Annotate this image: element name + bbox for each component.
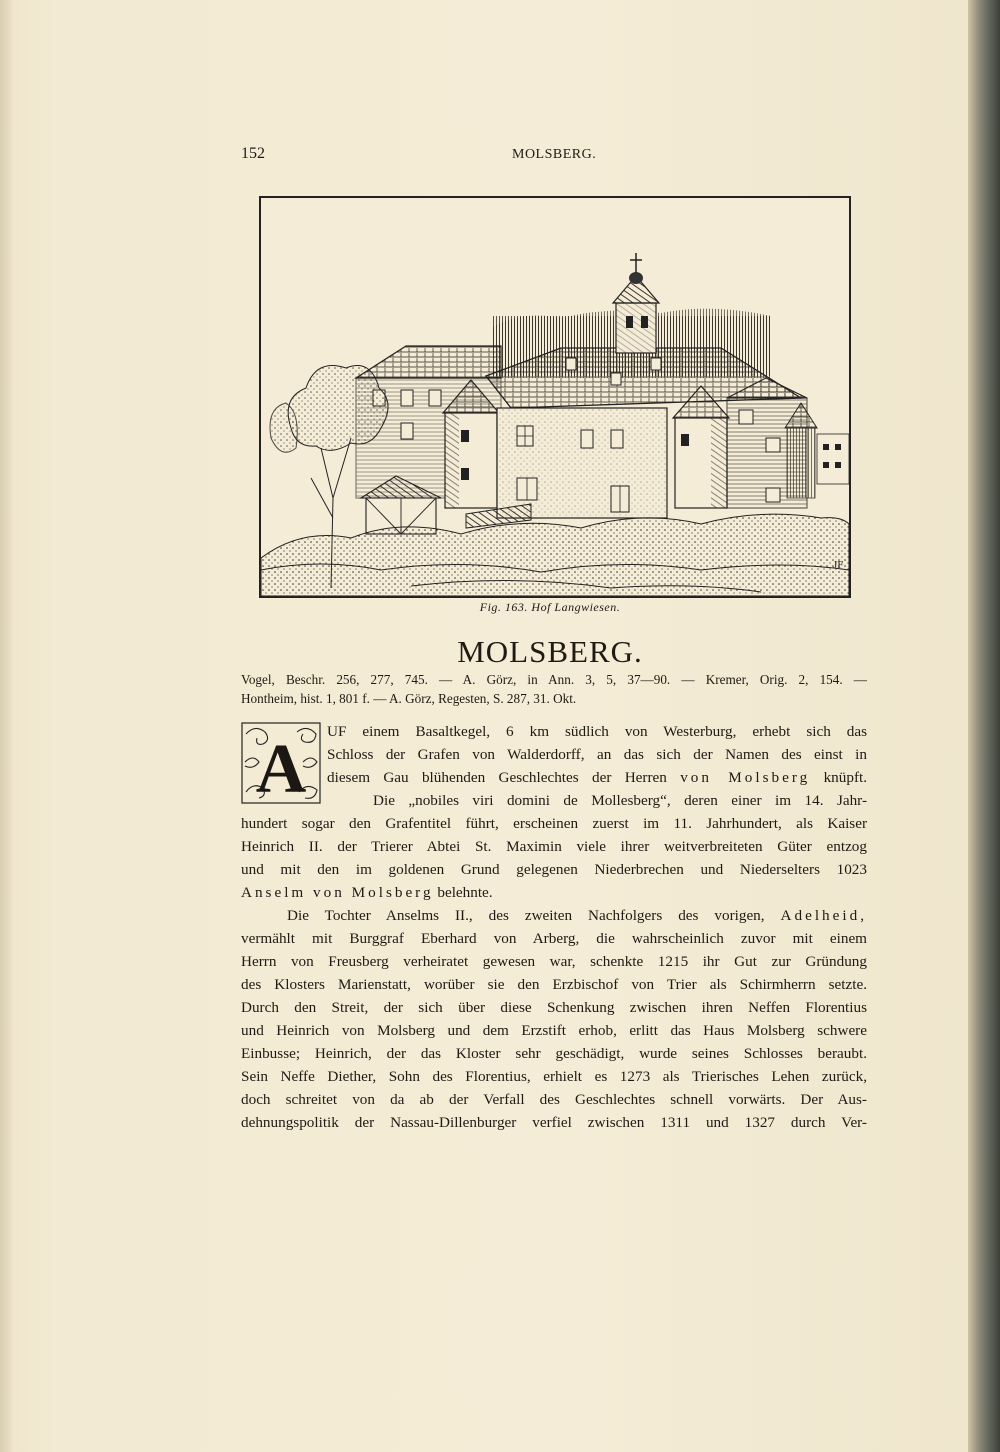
text-fragment: knüpft. [823, 769, 868, 786]
text-line: doch schreitet von da ab der Verfall des Geschlechtes schnell vorwärts. Der Aus- [241, 1091, 867, 1108]
text-line [241, 904, 867, 927]
spaced-name: Adelheid, [780, 907, 867, 924]
spaced-name: von Molsberg [680, 769, 811, 786]
text-line: Heinrich II. der Trierer Abtei St. Maximin viele ihrer weitverbreiteten Güter entzog [241, 838, 867, 855]
text-line: dehnungspolitik der Nassau-Dillenburger verfiel zwischen 1311 und 1327 durch Ver- [241, 1114, 867, 1131]
text-line: und Heinrich von Molsberg und dem Erzstift erhob, erlitt das Haus Molsberg schwere [241, 1022, 867, 1039]
spaced-name: Anselm von Molsberg [241, 884, 434, 901]
text-fragment: diesem Gau blühenden Geschlechtes der Herren [327, 769, 667, 786]
page-gutter-shadow [0, 0, 14, 1452]
text-line: Einbusse; Heinrich, der das Kloster sehr geschädigt, wurde seines Schlosses beraubt. [241, 1045, 867, 1062]
section-title: MOLSBERG. [457, 634, 643, 669]
artist-signature: JF [833, 559, 844, 571]
figure-illustration [259, 196, 851, 598]
text-line [241, 881, 867, 904]
drop-initial-letter: A [255, 731, 307, 804]
body-text [241, 720, 867, 1134]
text-line: Herrn von Freusberg verheiratet gewesen war, schenkte 1215 ihr Gut zur Gründung [241, 953, 867, 970]
reference-line: Vogel, Beschr. 256, 277, 745. — A. Görz, in Ann. 3, 5, 37—90. — Kremer, Orig. 2, 154. — [241, 672, 867, 687]
text-line: Schloss der Grafen von Walderdorff, an das sich der Namen des einst in [327, 746, 867, 763]
text-line: und mit den im goldenen Grund gelegenen Niederbrechen und Niederselters 1023 [241, 861, 867, 878]
text-fragment: belehnte. [437, 884, 493, 901]
castle-engraving [261, 198, 849, 596]
text-line: Die „nobiles viri domini de Mollesberg“, deren einer im 14. Jahr- [373, 792, 867, 809]
text-line: Sein Neffe Diether, Sohn des Florentius, erhielt es 1273 als Trierisches Lehen zurück, [241, 1068, 867, 1085]
book-cover-edge [968, 0, 1000, 1452]
text-line: hundert sogar den Grafentitel führt, erscheinen zuerst im 11. Jahrhundert, als Kaiser [241, 815, 867, 832]
reference-line: Hontheim, hist. 1, 801 f. — A. Görz, Regesten, S. 287, 31. Okt. [241, 691, 577, 706]
text-line: Durch den Streit, der sich über diese Schenkung zwischen ihren Neffen Florentius [241, 999, 867, 1016]
page-number: 152 [241, 145, 265, 162]
figure-caption: Fig. 163. Hof Langwiesen. [479, 600, 621, 614]
references [241, 670, 867, 708]
text-line: UF einem Basaltkegel, 6 km südlich von Westerburg, erhebt sich das [327, 723, 867, 740]
text-line: des Klosters Marienstatt, worüber sie den Erzbischof von Trier als Schirmherrn setzte. [241, 976, 867, 993]
text-line: vermählt mit Burggraf Eberhard von Arberg, die wahrscheinlich zuvor mit einem [241, 930, 867, 947]
text-line [241, 766, 867, 789]
running-head: MOLSBERG. [512, 147, 597, 162]
text-fragment: Die Tochter Anselms II., des zweiten Nachfolgers des vorigen, [287, 907, 765, 924]
